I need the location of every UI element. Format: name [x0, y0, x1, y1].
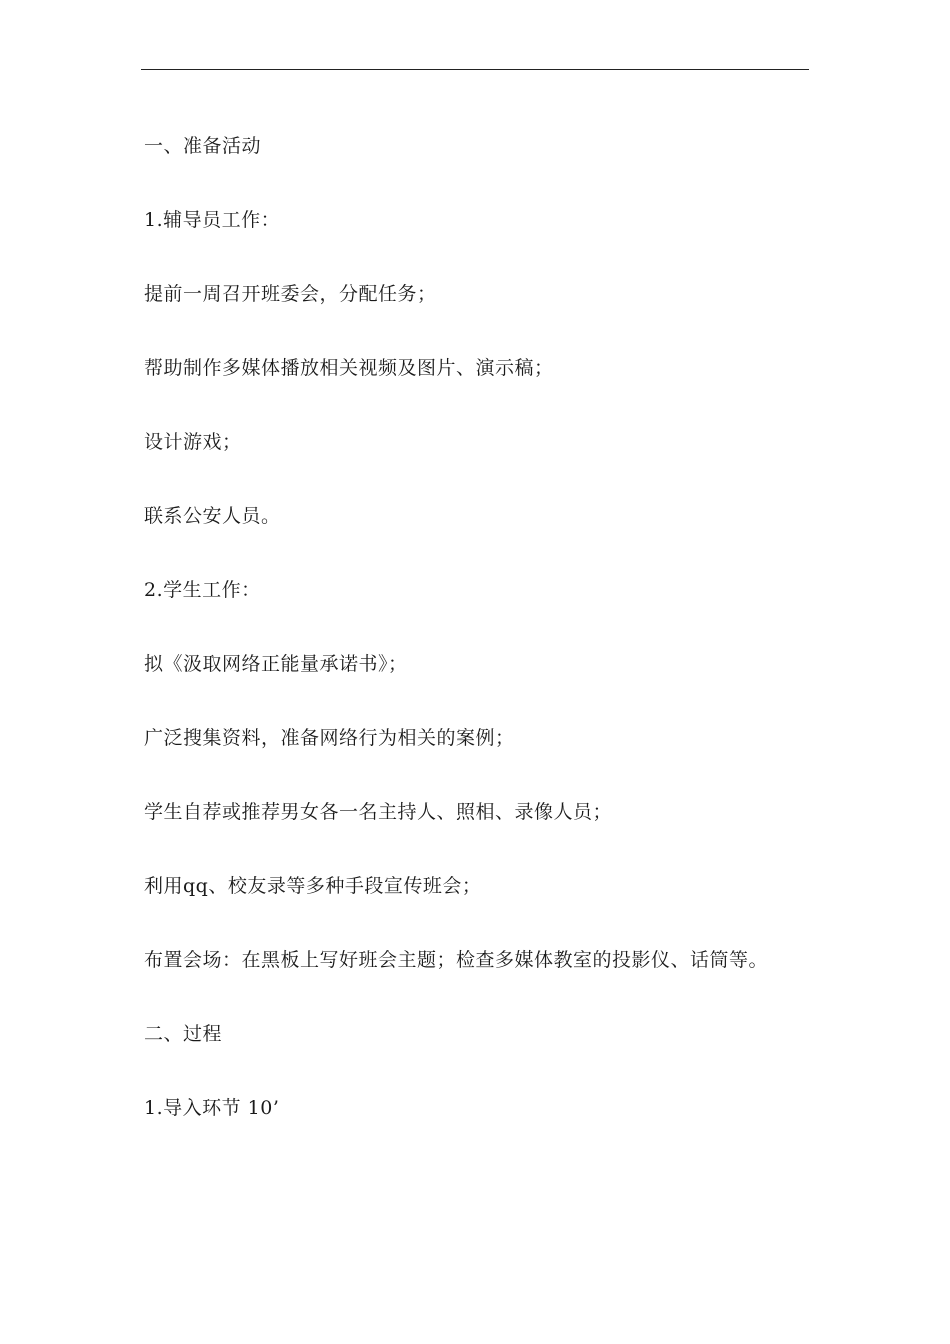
list-item: 学生自荐或推荐男女各一名主持人、照相、录像人员；: [144, 801, 613, 823]
section-heading-process: 二、过程: [144, 1023, 223, 1045]
list-item: 联系公安人员。: [144, 505, 281, 527]
list-item: 拟《汲取网络正能量承诺书》；: [144, 653, 408, 675]
list-item: 帮助制作多媒体播放相关视频及图片、演示稿；: [144, 357, 554, 379]
list-item: 提前一周召开班委会，分配任务；: [144, 283, 437, 305]
list-item: 设计游戏；: [144, 431, 242, 453]
document-body: [144, 128, 784, 1164]
list-item: 布置会场：在黑板上写好班会主题；检查多媒体教室的投影仪、话筒等。: [144, 949, 769, 971]
header-rule: [141, 69, 809, 70]
subheading-intro: 1.导入环节 10’: [144, 1097, 280, 1119]
subheading-counselor-work: 1.辅导员工作：: [144, 209, 281, 231]
section-heading-preparation: 一、准备活动: [144, 135, 262, 157]
list-item: 利用qq、校友录等多种手段宣传班会；: [144, 875, 482, 897]
subheading-student-work: 2.学生工作：: [144, 579, 261, 601]
list-item: 广泛搜集资料，准备网络行为相关的案例；: [144, 727, 515, 749]
